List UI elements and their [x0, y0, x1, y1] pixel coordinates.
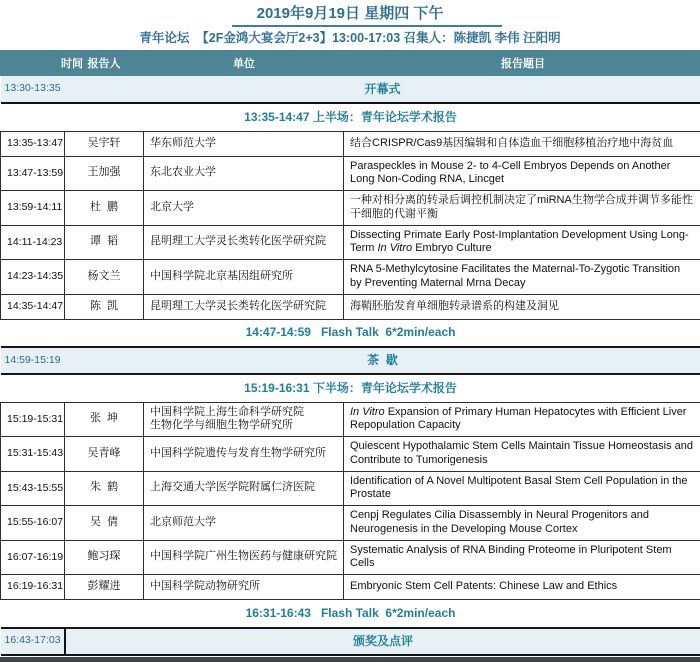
- unit-line1: 北京师范大学: [150, 516, 337, 530]
- row-label: 开幕式: [65, 76, 700, 103]
- talk-unit: [144, 156, 344, 191]
- title-text: Quiescent Hypothalamic Stem Cells Maintain Tissue Homeostasis and Contribute to Tumorigenesis: [350, 440, 693, 466]
- talk-speaker: 谭 韬: [65, 225, 144, 260]
- talk-time: 16:19-16:31: [1, 575, 65, 600]
- talk-time: 15:43-15:55: [1, 471, 65, 506]
- talk-speaker: 杨文兰: [65, 260, 144, 295]
- talk-speaker: 吴 倩: [65, 506, 144, 541]
- title-text: 海鞘胚胎发育单细胞转录谱系的构建及洞见: [350, 300, 559, 312]
- title-text-2: Expansion of Primary Human Hepatocytes with Efficient Liver Repopulation Capacity: [350, 406, 686, 432]
- unit-line1: 中国科学院广州生物医药与健康研究院: [150, 550, 337, 564]
- title-underline: [232, 25, 502, 27]
- session2-header: [1, 374, 700, 402]
- talk-speaker: 王加强: [65, 156, 144, 191]
- talk-title: [344, 225, 700, 260]
- talk-title: [344, 156, 700, 191]
- unit-line1: 昆明理工大学灵长类转化医学研究院: [150, 235, 337, 249]
- title-italic: In Vitro: [350, 406, 385, 418]
- unit-line2: 生物化学与细胞生物学研究所: [150, 419, 337, 433]
- talk-row: [1, 260, 700, 295]
- awards-row: [1, 628, 700, 655]
- section-label: 14:47-14:59 Flash Talk 6*2min/each: [1, 319, 700, 347]
- schedule-table: [0, 76, 700, 656]
- unit-line1: 中国科学院遗传与发育生物学研究所: [150, 447, 337, 461]
- talk-title: [344, 540, 700, 575]
- row-time: 16:43-17:03: [1, 628, 65, 655]
- talk-speaker: 彭耀进: [65, 575, 144, 600]
- talk-unit: [144, 540, 344, 575]
- unit-line1: 中国科学院上海生命科学研究院: [150, 406, 337, 420]
- talk-speaker: 陈 凯: [65, 294, 144, 319]
- row-label: 颁奖及点评: [65, 628, 700, 655]
- talk-speaker: 鲍习琛: [65, 540, 144, 575]
- talk-speaker: 吴青峰: [65, 437, 144, 472]
- talk-row: [1, 294, 700, 319]
- col-header-time: 时间: [61, 55, 83, 71]
- unit-line1: 华东师范大学: [150, 137, 337, 151]
- talk-unit: [144, 260, 344, 295]
- talk-time: 15:55-16:07: [1, 506, 65, 541]
- talk-time: 14:11-14:23: [1, 225, 65, 260]
- talk-row: [1, 471, 700, 506]
- talk-row: [1, 191, 700, 226]
- flash-talk-1-header: [1, 319, 700, 347]
- session1-header: [1, 103, 700, 131]
- talk-row: [1, 437, 700, 472]
- talk-title: [344, 260, 700, 295]
- talk-title: [344, 437, 700, 472]
- talk-speaker: 杜 鹏: [65, 191, 144, 226]
- col-header-unit: 单位: [233, 55, 255, 71]
- title-text: Systematic Analysis of RNA Binding Proteome in Pluripotent Stem Cells: [350, 544, 672, 570]
- unit-line1: 昆明理工大学灵长类转化医学研究院: [150, 300, 337, 314]
- title-text: Identification of A Novel Multipotent Basal Stem Cell Population in the Prostate: [350, 475, 688, 501]
- session-subtitle: 青年论坛 【2F金鸿大宴会厅2+3】13:00-17:03 召集人：陈捷凯 李伟 汪阳明: [0, 30, 700, 46]
- flash-talk-2-header: [1, 600, 700, 628]
- talk-title: [344, 191, 700, 226]
- talk-unit: [144, 225, 344, 260]
- row-time: 14:59-15:19: [1, 347, 65, 374]
- title-text: Dissecting Primate Early Post-Implantation Development Using Long- Term: [350, 229, 689, 255]
- section-label: 16:31-16:43 Flash Talk 6*2min/each: [1, 600, 700, 628]
- row-label: 茶 歇: [65, 347, 700, 374]
- talk-unit: [144, 191, 344, 226]
- unit-line1: 东北农业大学: [150, 166, 337, 180]
- title-text: RNA 5-Methylcytosine Facilitates the Maternal-To-Zygotic Transition by Preventing Maternal Mrna Decay: [350, 263, 680, 289]
- talk-unit: [144, 471, 344, 506]
- title-text: 结合CRISPR/Cas9基因编辑和自体造血干细胞移植治疗地中海贫血: [350, 137, 673, 149]
- talk-time: 14:35-14:47: [1, 294, 65, 319]
- title-text: Embryonic Stem Cell Patents: Chinese Law and Ethics: [350, 580, 617, 592]
- talk-time: 16:07-16:19: [1, 540, 65, 575]
- talk-time: 14:23-14:35: [1, 260, 65, 295]
- talk-title: [344, 294, 700, 319]
- talk-time: 15:19-15:31: [1, 402, 65, 437]
- talk-unit: [144, 131, 344, 156]
- talk-unit: [144, 402, 344, 437]
- title-text: 一种对相分离的转录后调控机制决定了miRNA生物学合成并调节多能性干细胞的代谢平衡: [350, 194, 693, 220]
- title-text-2: Embryo Culture: [412, 242, 491, 254]
- table-header-row: [0, 50, 700, 76]
- col-header-title: 报告题目: [501, 55, 545, 71]
- talk-unit: [144, 506, 344, 541]
- talk-row: [1, 506, 700, 541]
- unit-line1: 上海交通大学医学院附属仁济医院: [150, 481, 337, 495]
- row-time: 13:30-13:35: [1, 76, 65, 103]
- talk-title: [344, 131, 700, 156]
- talk-time: 13:35-13:47: [1, 131, 65, 156]
- unit-line1: 中国科学院北京基因组研究所: [150, 270, 337, 284]
- section-label: 15:19-16:31 下半场：青年论坛学术报告: [1, 374, 700, 402]
- unit-line1: 中国科学院动物研究所: [150, 580, 337, 594]
- col-header-speaker: 报告人: [88, 55, 121, 71]
- talk-row: [1, 540, 700, 575]
- talk-speaker: 朱 鹤: [65, 471, 144, 506]
- talk-unit: [144, 437, 344, 472]
- title-text: Paraspeckles in Mouse 2- to 4-Cell Embryos Depends on Another Long Non-Coding RNA, Lincget: [350, 160, 670, 186]
- opening-ceremony-row: [1, 76, 700, 103]
- talk-unit: [144, 575, 344, 600]
- talk-speaker: 张 坤: [65, 402, 144, 437]
- talk-title: [344, 471, 700, 506]
- section-label: 13:35-14:47 上半场：青年论坛学术报告: [1, 103, 700, 131]
- talk-row: [1, 575, 700, 600]
- talk-title: [344, 402, 700, 437]
- talk-title: [344, 506, 700, 541]
- unit-line1: 北京大学: [150, 201, 337, 215]
- talk-title: [344, 575, 700, 600]
- tea-break-row: [1, 347, 700, 374]
- talk-time: 15:31-15:43: [1, 437, 65, 472]
- page-title: 2019年9月19日 星期四 下午: [0, 0, 700, 24]
- talk-row: [1, 131, 700, 156]
- talk-speaker: 吴宇轩: [65, 131, 144, 156]
- title-italic: In Vitro: [378, 242, 413, 254]
- talk-row: [1, 402, 700, 437]
- bottom-bar: [0, 657, 700, 662]
- title-text: Cenpj Regulates Cilia Disassembly in Neural Progenitors and Neurogenesis in the Developing Mouse Cortex: [350, 509, 649, 535]
- talk-time: 13:47-13:59: [1, 156, 65, 191]
- talk-time: 13:59-14:11: [1, 191, 65, 226]
- talk-row: [1, 225, 700, 260]
- talk-row: [1, 156, 700, 191]
- talk-unit: [144, 294, 344, 319]
